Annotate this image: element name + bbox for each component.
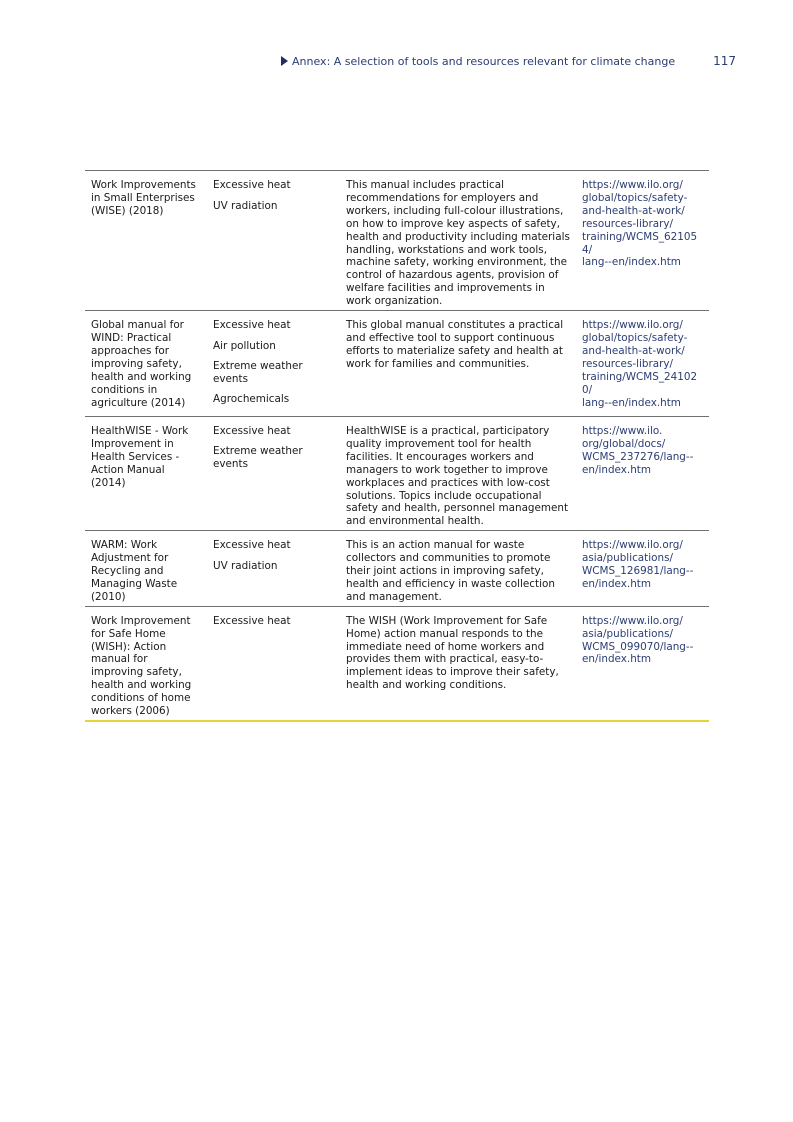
hazard-item: UV radiation: [213, 199, 278, 212]
tool-url[interactable]: https://www.ilo.org/ global/topics/safety- and-health-at-work/ resources-library/ training/WCMS_241020/ lang--en/index.htm: [582, 319, 698, 409]
play-triangle-icon: [281, 56, 288, 66]
tool-title: Work Improvements in Small Enterprises (WISE) (2018): [91, 179, 196, 217]
page-number: 117: [713, 54, 736, 68]
running-header: [281, 54, 736, 68]
table-row: [85, 416, 709, 530]
tool-url[interactable]: https://www.ilo.org/ global/topics/safety- and-health-at-work/ resources-library/ training/WCMS_621054/ lang--en/index.htm: [582, 179, 698, 269]
tool-description: This manual includes practical recommendations for employers and workers, including full-colour illustrations, on how to improve key aspects of safety, health and productivity including materials handling, workstations and work tools, machine safety, working environment, the control of hazardous agents, provision of welfare facilities and improvements in work organization.: [346, 179, 570, 308]
hazard-item: Excessive heat: [213, 539, 291, 552]
tool-title: HealthWISE - Work Improvement in Health Services - Action Manual (2014): [91, 424, 189, 489]
hazard-item: Excessive heat: [213, 614, 291, 627]
hazard-item: Excessive heat: [213, 319, 291, 332]
tool-title: Work Improvement for Safe Home (WISH): Action manual for improving safety, health and working conditions of home workers (2006): [91, 614, 192, 718]
tool-description: This global manual constitutes a practical and effective tool to support continuous efforts to materialize safety and health at work for families and communities.: [346, 319, 564, 370]
tool-description: HealthWISE is a practical, participatory quality improvement tool for health facilities. It encourages workers and managers to work together to improve workplaces and practices with low-cost solutions. Topics include occupational safety and health, personnel management and environmental health.: [346, 424, 569, 528]
hazard-item: Extreme weather events: [213, 360, 303, 385]
header-title: Annex: A selection of tools and resources relevant for climate change: [292, 54, 676, 68]
tool-description: This is an action manual for waste collectors and communities to promote their joint actions in improving safety, health and efficiency in waste collection and management.: [346, 539, 555, 603]
hazard-item: Excessive heat: [213, 179, 291, 191]
table-row: [85, 531, 709, 607]
tool-url[interactable]: https://www.ilo. org/global/docs/ WCMS_237276/lang-- en/index.htm: [582, 424, 694, 476]
table-row: [85, 311, 709, 417]
hazard-item: Excessive heat: [213, 424, 291, 437]
hazard-list: [207, 171, 340, 311]
tool-title: Global manual for WIND: Practical approaches for improving safety, health and working conditions in agriculture (2014): [91, 319, 192, 409]
tool-url[interactable]: https://www.ilo.org/ asia/publications/ WCMS_099070/lang-- en/index.htm: [582, 614, 694, 666]
hazard-list: [207, 606, 340, 721]
hazard-list: [207, 311, 340, 417]
tool-title: WARM: Work Adjustment for Recycling and Managing Waste (2010): [91, 539, 178, 603]
hazard-item: Extreme weather events: [213, 445, 303, 471]
resources-table: [85, 170, 709, 722]
hazard-list: [207, 416, 340, 530]
hazard-item: Agrochemicals: [213, 393, 290, 406]
table-row: [85, 606, 709, 721]
tool-description: The WISH (Work Improvement for Safe Home) action manual responds to the immediate need of home workers and provides them with practical, easy-to-implement ideas to improve their safety, health and working conditions.: [346, 614, 559, 692]
table-row: [85, 171, 709, 311]
hazard-list: [207, 531, 340, 607]
hazard-item: UV radiation: [213, 559, 278, 572]
tool-url[interactable]: https://www.ilo.org/ asia/publications/ WCMS_126981/lang-- en/index.htm: [582, 539, 694, 590]
hazard-item: Air pollution: [213, 339, 276, 352]
